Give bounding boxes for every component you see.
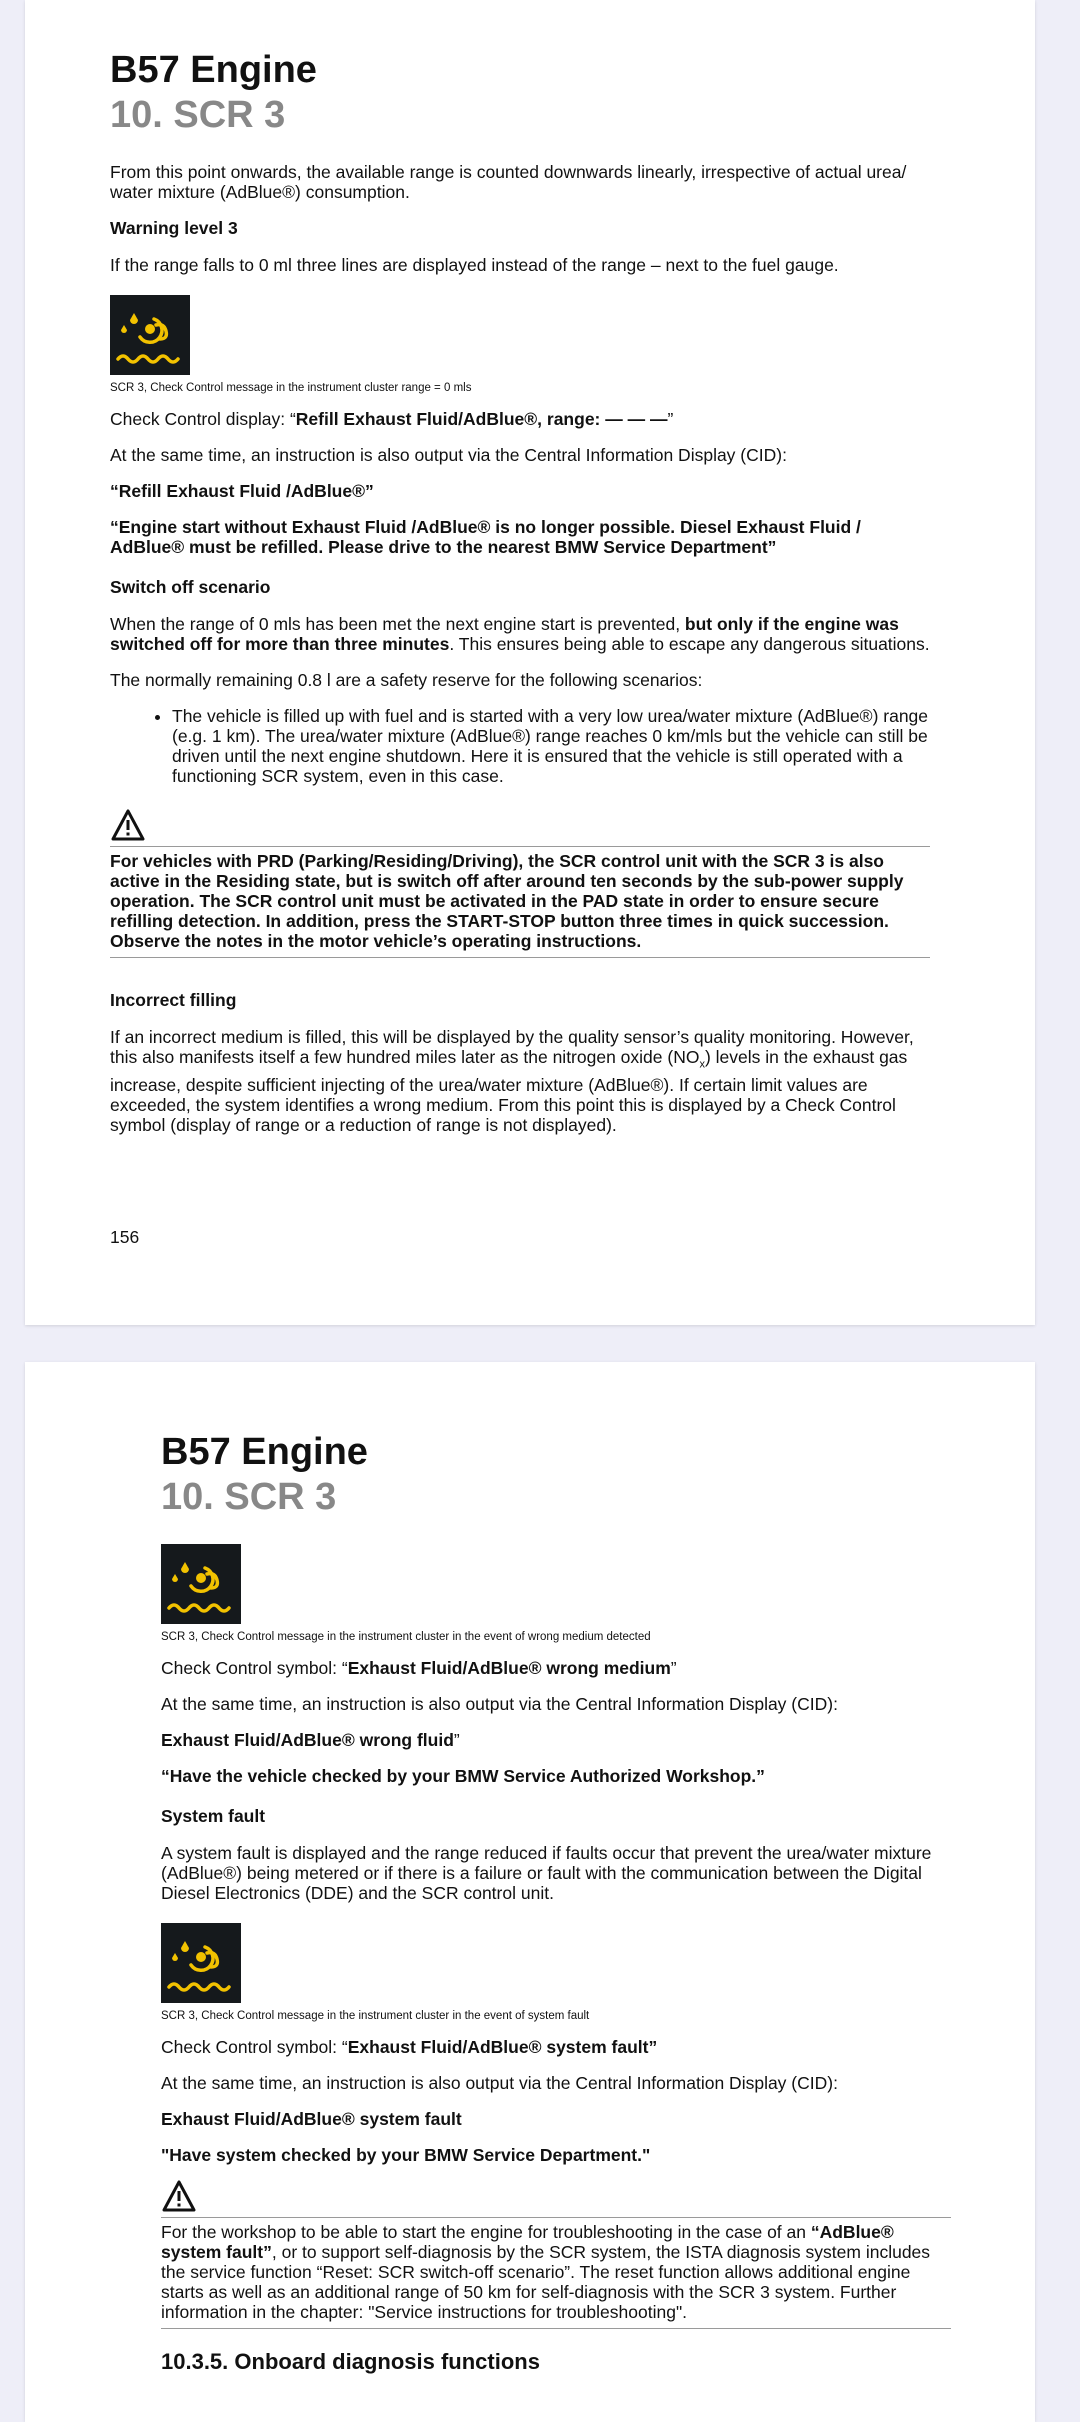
icon-caption: SCR 3, Check Control message in the instrument cluster range = 0 mls [110, 382, 472, 394]
warning-level-text: If the range falls to 0 ml three lines are displayed instead of the range – next to the fuel gauge. [110, 255, 839, 275]
check-control-symbol-system-fault [161, 2037, 951, 2057]
check-control-display [110, 409, 930, 429]
engine-title: B57 Engine [110, 49, 317, 91]
workshop-note-box [161, 2217, 951, 2329]
cc-symbol-suffix: ” [670, 1658, 677, 1678]
switch-off-heading: Switch off scenario [110, 577, 271, 597]
cc-symbol-message: Exhaust Fluid/AdBlue® system fault” [347, 2037, 658, 2057]
incorrect-text-b: ) levels in the exhaust gas increase, despite sufficient injecting of the urea/water mixture (AdBlue®). If certain limit values are exceeded, the system identifies a wrong medium. From this point this is displayed by a Check Control symbol (display of range or a reduction of range is not displayed). [110, 1047, 908, 1135]
icon-caption: SCR 3, Check Control message in the instrument cluster in the event of wrong medium detected [161, 1631, 651, 1643]
incorrect-filling-heading: Incorrect filling [110, 990, 237, 1010]
workshop-text-b: , or to support self-diagnosis by the SCR system, the ISTA diagnosis system includes the service function “Reset: SCR switch-off scenario”. The reset function allows additional engine starts as well as an additional range of 50 km for self-diagnosis with the SCR 3 system. Further information in the chapter: "Service instructions for troubleshooting". [161, 2242, 931, 2322]
switch-off-text-b: . This ensures being able to escape any dangerous situations. [449, 634, 930, 654]
adblue-warning-icon [110, 295, 190, 375]
intro-paragraph: From this point onwards, the available range is counted downwards linearly, irrespective of actual urea/ water mixture (AdBlue®) consumption. [110, 162, 907, 202]
system-fault-heading: System fault [161, 1806, 266, 1826]
cid-wrong-fluid-text: Exhaust Fluid/AdBlue® wrong fluid [161, 1730, 454, 1750]
switch-off-text-a: When the range of 0 mls has been met the next engine start is prevented, [110, 614, 685, 634]
cid-wrong-fluid-suffix: ” [453, 1730, 460, 1750]
switch-off-text [110, 614, 930, 654]
cc-display-suffix: ” [667, 409, 674, 429]
workshop-text-bold: “AdBlue® system fault” [161, 2222, 894, 2262]
list-item: • The vehicle is filled up with fuel and is started with a very low urea/water mixture (AdBlue®) range (e.g. 1 km). The urea/water mixture (AdBlue®) range reaches 0 km/mls but the vehicle can still be driven until the next engine shutdown. Here it is ensured that the vehicle is still operated with a functioning SCR system, even in this case. [172, 706, 930, 786]
cc-display-message: Refill Exhaust Fluid/AdBlue®, range: — — — [295, 409, 668, 429]
prd-warning-text: For vehicles with PRD (Parking/Residing/Driving), the SCR control unit with the SCR 3 is also active in the Residing state, but is switch off after around ten seconds by the sub-power supply operation. The SCR control unit must be activated in the PAD state in order to ensure secure refilling detection. In addition, press the START-STOP button three times in quick succession. Observe the notes in the motor vehicle’s operating instructions. [110, 851, 904, 951]
warning-triangle-icon [161, 2179, 951, 2215]
cid-service-message: "Have system checked by your BMW Service Department." [161, 2145, 651, 2165]
cid-message-refill: “Refill Exhaust Fluid /AdBlue®” [110, 481, 374, 501]
cid-checked-message: “Have the vehicle checked by your BMW Service Authorized Workshop.” [161, 1766, 765, 1786]
prd-warning-box [110, 846, 930, 958]
cid-intro: At the same time, an instruction is also output via the Central Information Display (CID): [110, 445, 787, 465]
page-content [161, 1430, 951, 2391]
cc-display-prefix: Check Control display: “ [110, 409, 296, 429]
page-number: 156 [110, 1226, 140, 1247]
workshop-note-text [161, 2222, 951, 2322]
adblue-warning-icon [161, 1544, 241, 1624]
chapter-title: 10. SCR 3 [161, 1476, 337, 1518]
scenario-list [110, 706, 930, 786]
cc-symbol-prefix: Check Control symbol: “ [161, 1658, 348, 1678]
document-page-156 [25, 0, 1035, 1325]
document-page-157 [25, 1362, 1035, 2422]
cid-message-engine-start: “Engine start without Exhaust Fluid /AdBlue® is no longer possible. Diesel Exhaust Fluid / AdBlue® must be refilled. Please drive to the nearest BMW Service Department” [110, 517, 861, 557]
icon-caption: SCR 3, Check Control message in the instrument cluster in the event of system fault [161, 2010, 590, 2022]
workshop-text-a: For the workshop to be able to start the engine for troubleshooting in the case of an [161, 2222, 811, 2242]
cid-system-fault: Exhaust Fluid/AdBlue® system fault [161, 2109, 462, 2129]
next-section-heading: 10.3.5. Onboard diagnosis functions [161, 2349, 540, 2374]
switch-off-text-bold: but only if the engine was switched off for more than three minutes [110, 614, 899, 654]
cid-intro: At the same time, an instruction is also output via the Central Information Display (CID): [161, 1694, 838, 1714]
warning-level-heading: Warning level 3 [110, 218, 238, 238]
adblue-warning-icon [161, 1923, 241, 2003]
incorrect-filling-text [110, 1027, 930, 1135]
cc-symbol-message: Exhaust Fluid/AdBlue® wrong medium [347, 1658, 671, 1678]
check-control-symbol-wrong-medium [161, 1658, 951, 1678]
reserve-text: The normally remaining 0.8 l are a safety reserve for the following scenarios: [110, 670, 703, 690]
nox-subscript: x [699, 1058, 705, 1071]
cc-symbol-prefix: Check Control symbol: “ [161, 2037, 348, 2057]
incorrect-text-a: If an incorrect medium is filled, this will be displayed by the quality sensor’s quality monitoring. However, this also manifests itself a few hundred miles later as the nitrogen oxide (NO [110, 1027, 914, 1067]
engine-title: B57 Engine [161, 1431, 368, 1473]
cid-wrong-fluid [161, 1730, 951, 1750]
chapter-title: 10. SCR 3 [110, 94, 286, 136]
cid-intro: At the same time, an instruction is also output via the Central Information Display (CID): [161, 2073, 838, 2093]
system-fault-text: A system fault is displayed and the range reduced if faults occur that prevent the urea/water mixture (AdBlue®) being metered or if there is a failure or fault with the communication between the Digital Diesel Electronics (DDE) and the SCR control unit. [161, 1843, 932, 1903]
page-content [110, 48, 930, 1248]
warning-triangle-icon [110, 808, 930, 844]
